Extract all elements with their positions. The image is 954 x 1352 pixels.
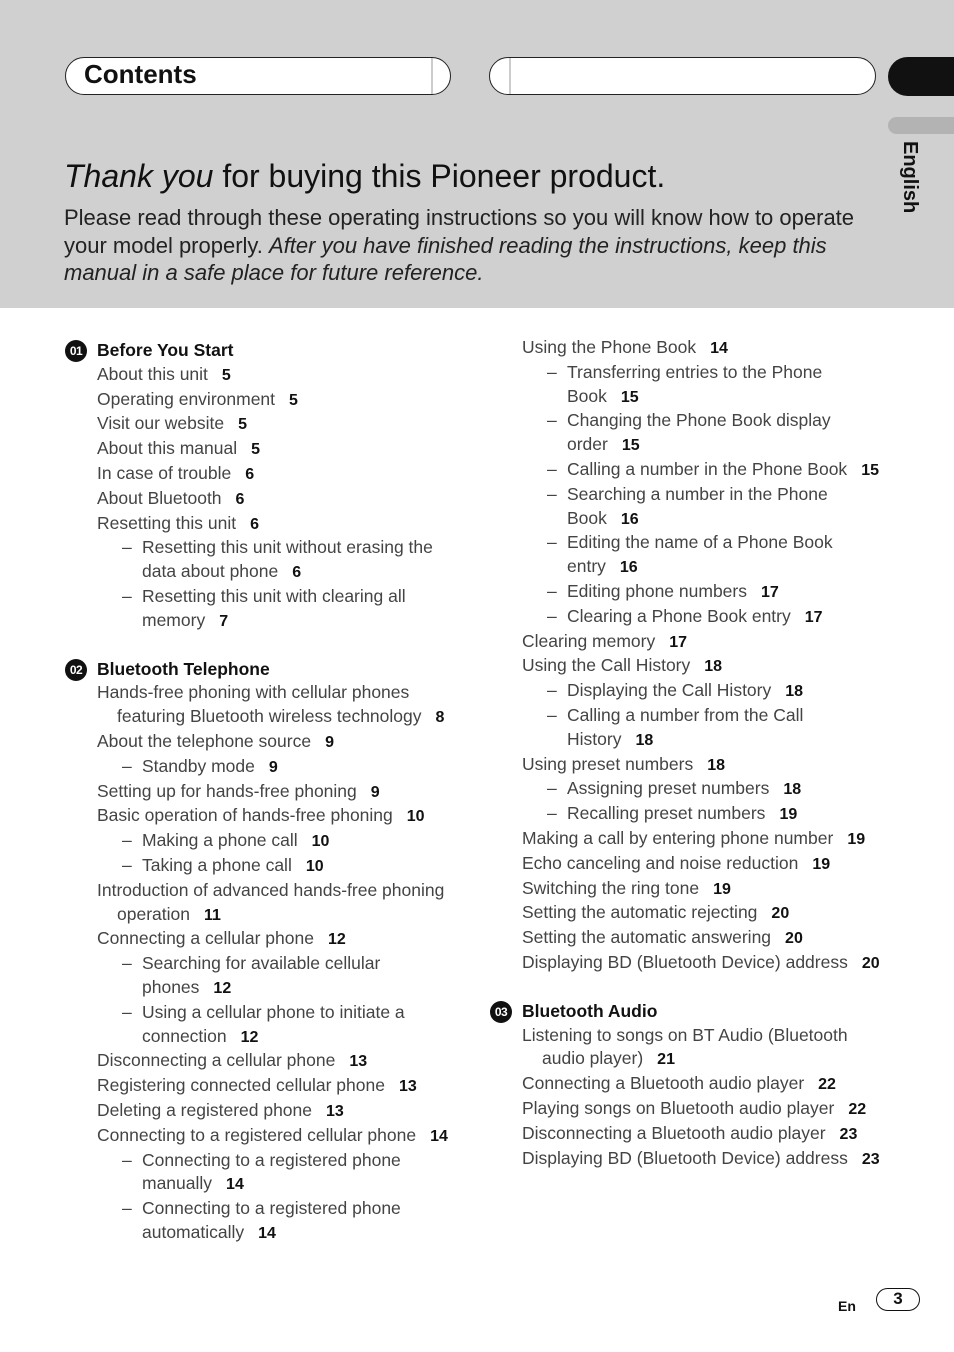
toc-entry-page: 22 <box>818 1076 836 1094</box>
toc-entry-page: 5 <box>251 441 260 459</box>
toc-entry-page: 18 <box>635 731 654 749</box>
toc-entry[interactable] <box>65 1099 465 1124</box>
section-heading-title: Bluetooth Audio <box>522 1000 658 1021</box>
toc-entry-text: Connecting to a registered phone automatically <box>142 1198 401 1242</box>
toc-entry[interactable] <box>490 458 890 483</box>
toc-entry[interactable] <box>490 1122 890 1147</box>
toc-entry-page: 14 <box>430 1127 448 1145</box>
toc-entry[interactable] <box>490 336 890 361</box>
sub-entry-dash: – <box>122 854 132 875</box>
toc-entry[interactable] <box>490 1024 890 1073</box>
toc-entry-text: Hands-free phoning with cellular phones featuring Bluetooth wireless technology <box>97 682 422 727</box>
toc-entry[interactable] <box>490 777 890 802</box>
blank-tab <box>489 57 876 95</box>
toc-entry-text: Standby mode <box>142 755 255 776</box>
sub-entry-dash: – <box>122 585 132 606</box>
toc-entry-text: Setting the automatic answering <box>522 927 772 948</box>
toc-entry-text: About this manual <box>97 438 238 459</box>
toc-entry[interactable] <box>490 630 890 655</box>
toc-entry[interactable] <box>490 679 890 704</box>
section-marker-tab <box>888 57 954 96</box>
toc-section-heading <box>65 658 465 682</box>
sub-entry-dash: – <box>122 755 132 776</box>
toc-entry-page: 21 <box>657 1051 675 1069</box>
toc-entry[interactable] <box>65 879 465 928</box>
toc-entry-page: 23 <box>861 1150 880 1168</box>
language-label: English <box>899 141 921 214</box>
sub-entry-dash: – <box>547 483 557 504</box>
toc-entry-page: 20 <box>861 954 880 972</box>
toc-entry-page: 7 <box>219 612 229 630</box>
toc-entry-text: Making a call by entering phone number <box>522 827 834 848</box>
section-gap <box>490 976 890 1000</box>
section-number-badge: 03 <box>490 1001 512 1023</box>
toc-entry-text: Connecting a Bluetooth audio player <box>522 1073 805 1094</box>
toc-entry-page: 16 <box>620 510 639 528</box>
toc-entry[interactable] <box>65 585 465 634</box>
toc-entry-page: 18 <box>783 781 802 799</box>
toc-entry-page: 10 <box>305 857 324 875</box>
toc-entry[interactable] <box>65 804 465 829</box>
toc-entry-text: Using the Call History <box>522 655 691 676</box>
toc-entry-page: 17 <box>669 633 688 651</box>
toc-entry-text: Clearing a Phone Book entry <box>567 605 791 626</box>
toc-entry-page: 19 <box>812 855 831 873</box>
section-heading-title: Bluetooth Telephone <box>97 658 270 679</box>
toc-entry[interactable] <box>65 1197 465 1246</box>
toc-entry[interactable] <box>65 1001 465 1050</box>
toc-section-heading <box>490 1000 890 1024</box>
toc-entry[interactable] <box>65 363 465 388</box>
toc-entry-text: Disconnecting a cellular phone <box>97 1050 336 1071</box>
toc-section-heading <box>65 339 465 363</box>
toc-entry-page: 17 <box>804 608 823 626</box>
sub-entry-dash: – <box>547 580 557 601</box>
toc-entry[interactable] <box>65 512 465 537</box>
sub-entry-dash: – <box>122 830 132 851</box>
tab-divider <box>431 58 433 94</box>
sub-entry-dash: – <box>547 361 557 382</box>
toc-entry-page: 6 <box>250 515 260 533</box>
toc-entry-page: 5 <box>221 366 231 384</box>
toc-entry[interactable] <box>65 1049 465 1074</box>
toc-entry-text: Taking a phone call <box>142 854 292 875</box>
toc-right-column <box>490 336 890 1171</box>
sub-entry-dash: – <box>122 537 132 558</box>
toc-entry-text: Basic operation of hands-free phoning <box>97 805 393 826</box>
toc-entry-page: 18 <box>785 683 804 701</box>
toc-entry[interactable] <box>65 1074 465 1099</box>
section-gap <box>65 634 465 658</box>
toc-entry-text: Calling a number from the Call History <box>567 704 804 749</box>
toc-entry-text: Setting the automatic rejecting <box>522 902 758 923</box>
toc-entry[interactable] <box>490 1072 890 1097</box>
toc-entry-text: Deleting a registered phone <box>97 1099 313 1120</box>
toc-entry[interactable] <box>65 487 465 512</box>
toc-entry-text: Setting up for hands-free phoning <box>97 780 357 801</box>
sub-entry-dash: – <box>547 532 557 553</box>
toc-entry-text: About the telephone source <box>97 730 312 751</box>
toc-entry-text: Changing the Phone Book display order <box>567 410 831 455</box>
toc-entry[interactable] <box>490 409 890 458</box>
toc-entry-text: Displaying BD (Bluetooth Device) address <box>522 951 848 972</box>
toc-entry-text: Connecting to a registered phone manually <box>142 1149 401 1194</box>
toc-entry-text: Calling a number in the Phone Book <box>567 458 848 479</box>
toc-entry-page: 13 <box>398 1078 417 1096</box>
toc-entry-text: Connecting to a registered cellular phone <box>97 1124 417 1145</box>
toc-entry-text: Playing songs on Bluetooth audio player <box>522 1097 835 1118</box>
toc-entry-text: Operating environment <box>97 388 276 409</box>
toc-entry-page: 14 <box>710 340 728 357</box>
toc-entry-page: 12 <box>213 979 232 997</box>
toc-entry[interactable] <box>490 704 890 753</box>
toc-entry[interactable] <box>65 412 465 437</box>
toc-entry-page: 10 <box>311 833 330 851</box>
toc-entry-text: Resetting this unit without erasing the data about phone <box>142 537 433 582</box>
toc-entry[interactable] <box>490 852 890 877</box>
sub-entry-dash: – <box>122 1001 132 1022</box>
toc-entry[interactable] <box>490 877 890 902</box>
toc-entry[interactable] <box>65 462 465 487</box>
toc-entry[interactable] <box>65 437 465 462</box>
toc-entry-text: Editing phone numbers <box>567 580 747 601</box>
sub-entry-dash: – <box>547 778 557 799</box>
toc-entry-page: 19 <box>713 880 731 898</box>
section-heading-title: Before You Start <box>97 340 234 360</box>
toc-entry-text: Searching for available cellular phones <box>142 953 381 997</box>
toc-entry-text: Resetting this unit with clearing all memory <box>142 585 406 630</box>
headline-italic: Thank you <box>64 158 214 194</box>
toc-entry-page: 6 <box>292 564 302 582</box>
toc-entry-page: 5 <box>238 416 248 434</box>
toc-entry-text: Using preset numbers <box>522 753 694 774</box>
section-number-badge: 01 <box>65 340 87 362</box>
toc-entry[interactable] <box>65 1124 465 1149</box>
toc-entry[interactable] <box>65 854 465 879</box>
toc-entry-text: Recalling preset numbers <box>567 803 766 824</box>
sub-entry-dash: – <box>122 1149 132 1170</box>
sub-entry-dash: – <box>547 704 557 725</box>
toc-entry-page: 13 <box>326 1102 344 1120</box>
toc-entry-page: 14 <box>226 1176 244 1194</box>
toc-entry-text: Visit our website <box>97 413 225 434</box>
sub-entry-dash: – <box>547 605 557 626</box>
toc-entry[interactable] <box>490 483 890 532</box>
sub-entry-dash: – <box>547 458 557 479</box>
toc-entry[interactable] <box>490 802 890 827</box>
toc-entry-page: 15 <box>620 388 639 406</box>
page-headline <box>64 158 665 195</box>
toc-entry[interactable] <box>65 536 465 585</box>
toc-entry-page: 8 <box>435 709 445 727</box>
toc-entry-text: Displaying the Call History <box>567 680 772 701</box>
toc-entry-text: About Bluetooth <box>97 487 222 508</box>
toc-entry-page: 16 <box>619 559 638 577</box>
toc-entry-page: 20 <box>785 930 803 948</box>
toc-entry-text: Resetting this unit <box>97 512 237 533</box>
toc-entry-page: 13 <box>349 1053 368 1071</box>
toc-entry[interactable] <box>490 1147 890 1172</box>
toc-entry[interactable] <box>490 654 890 679</box>
toc-entry[interactable] <box>65 829 465 854</box>
toc-entry-page: 11 <box>203 906 221 924</box>
toc-entry[interactable] <box>65 755 465 780</box>
toc-entry-page: 19 <box>779 806 798 824</box>
toc-entry-page: 18 <box>704 658 723 676</box>
toc-entry-page: 9 <box>268 758 278 776</box>
toc-entry-text: Introduction of advanced hands-free phoning operation <box>97 879 445 924</box>
intro-text: Please read through these operating instructions so you will know how to operate your model properly. <box>64 205 855 258</box>
toc-entry[interactable] <box>65 927 465 952</box>
toc-entry-text: Connecting a cellular phone <box>97 928 314 949</box>
headline-text: for buying this Pioneer product. <box>213 158 666 194</box>
toc-entry-page: 12 <box>327 931 346 949</box>
toc-entry[interactable] <box>65 730 465 755</box>
section-title: Contents <box>84 59 197 89</box>
toc-entry-text: Disconnecting a Bluetooth audio player <box>522 1122 826 1143</box>
toc-entry-text: In case of trouble <box>97 462 232 483</box>
toc-entry-text: Listening to songs on BT Audio (Bluetooth audio player) <box>522 1024 848 1069</box>
toc-entry-page: 15 <box>861 461 879 479</box>
toc-entry[interactable] <box>490 1097 890 1122</box>
toc-entry-page: 10 <box>406 808 425 826</box>
toc-entry[interactable] <box>65 952 465 1001</box>
language-code: En <box>838 1298 856 1314</box>
toc-entry[interactable] <box>65 388 465 413</box>
toc-entry-page: 17 <box>760 583 779 601</box>
toc-entry-text: Clearing memory <box>522 630 656 651</box>
sub-entry-dash: – <box>547 803 557 824</box>
toc-entry-text: Making a phone call <box>142 830 298 851</box>
toc-entry-page: 20 <box>771 905 790 923</box>
toc-entry-text: Echo canceling and noise reduction <box>522 852 799 873</box>
sub-entry-dash: – <box>547 410 557 431</box>
sub-entry-dash: – <box>122 953 132 974</box>
toc-entry-page: 9 <box>325 733 334 751</box>
toc-entry-text: Switching the ring tone <box>522 877 700 898</box>
toc-entry-text: Using the Phone Book <box>522 337 697 357</box>
intro-paragraph <box>64 204 884 287</box>
toc-entry[interactable] <box>490 605 890 630</box>
sub-entry-dash: – <box>122 1198 132 1219</box>
toc-entry-page: 6 <box>235 490 245 508</box>
section-number-badge: 02 <box>65 659 87 681</box>
toc-entry[interactable] <box>490 926 890 951</box>
toc-entry-page: 6 <box>245 465 255 483</box>
toc-entry-text: Registering connected cellular phone <box>97 1075 385 1096</box>
toc-entry[interactable] <box>490 580 890 605</box>
toc-entry-page: 18 <box>707 756 725 774</box>
toc-entry[interactable] <box>490 753 890 778</box>
toc-entry-text: About this unit <box>97 363 208 384</box>
toc-entry-text: Editing the name of a Phone Book entry <box>567 532 833 577</box>
toc-entry[interactable] <box>490 901 890 926</box>
toc-entry-page: 15 <box>621 437 640 455</box>
toc-entry[interactable] <box>65 1149 465 1198</box>
toc-entry[interactable] <box>65 681 465 730</box>
toc-entry-text: Using a cellular phone to initiate a connection <box>142 1001 405 1046</box>
toc-entry-page: 14 <box>258 1224 276 1242</box>
sub-entry-dash: – <box>547 680 557 701</box>
toc-entry[interactable] <box>490 827 890 852</box>
toc-entry-page: 19 <box>847 830 866 848</box>
toc-entry-text: Transferring entries to the Phone Book <box>567 361 823 406</box>
toc-entry-page: 5 <box>289 391 298 409</box>
toc-entry-text: Displaying BD (Bluetooth Device) address <box>522 1147 848 1168</box>
language-marker-tab <box>888 117 954 134</box>
toc-entry-page: 22 <box>848 1100 867 1118</box>
toc-entry-page: 9 <box>370 783 380 801</box>
toc-left-column <box>65 339 465 1246</box>
toc-entry[interactable] <box>65 780 465 805</box>
toc-entry-text: Searching a number in the Phone Book <box>567 483 828 528</box>
toc-entry[interactable] <box>490 951 890 976</box>
toc-entry[interactable] <box>490 361 890 410</box>
toc-entry-text: Assigning preset numbers <box>567 778 770 799</box>
toc-entry[interactable] <box>490 531 890 580</box>
intro-italic-text: After you have finished reading the instructions, keep this manual in a safe place for future reference. <box>64 232 827 285</box>
tab-divider <box>509 58 511 94</box>
page-number: 3 <box>876 1288 920 1311</box>
toc-entry-page: 12 <box>240 1028 259 1046</box>
toc-entry-page: 23 <box>839 1125 858 1143</box>
